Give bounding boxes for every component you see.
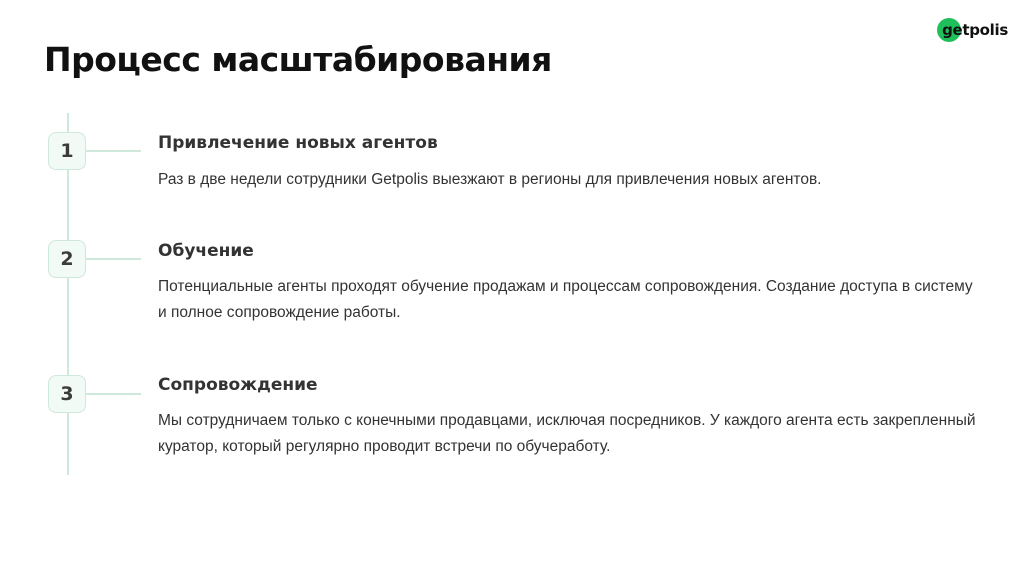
step-description: Раз в две недели сотрудники Getpolis выезжают в регионы для привлечения новых агентов. bbox=[158, 171, 822, 188]
step-title: Сопровождение bbox=[158, 375, 318, 395]
page-title: Процесс масштабирования bbox=[44, 40, 552, 79]
logo-text: getpolis bbox=[942, 21, 1008, 39]
step-title: Привлечение новых агентов bbox=[158, 133, 438, 153]
step-description: Мы сотрудничаем только с конечными продавцами, исключая посредников. У каждого агента есть закрепленный куратор, который регулярно проводит встречи по обучеработу. bbox=[158, 412, 976, 455]
step-description: Потенциальные агенты проходят обучение продажам и процессам сопровождения. Создание доступа в систему и полное сопровождение работы. bbox=[158, 278, 973, 321]
step-connector bbox=[86, 150, 141, 152]
brand-logo bbox=[937, 18, 1008, 42]
step-connector bbox=[86, 393, 141, 395]
step-connector bbox=[86, 258, 141, 260]
step-number-badge: 2 bbox=[48, 240, 86, 278]
step-number-badge: 1 bbox=[48, 132, 86, 170]
step-title: Обучение bbox=[158, 241, 254, 261]
step-number-badge: 3 bbox=[48, 375, 86, 413]
